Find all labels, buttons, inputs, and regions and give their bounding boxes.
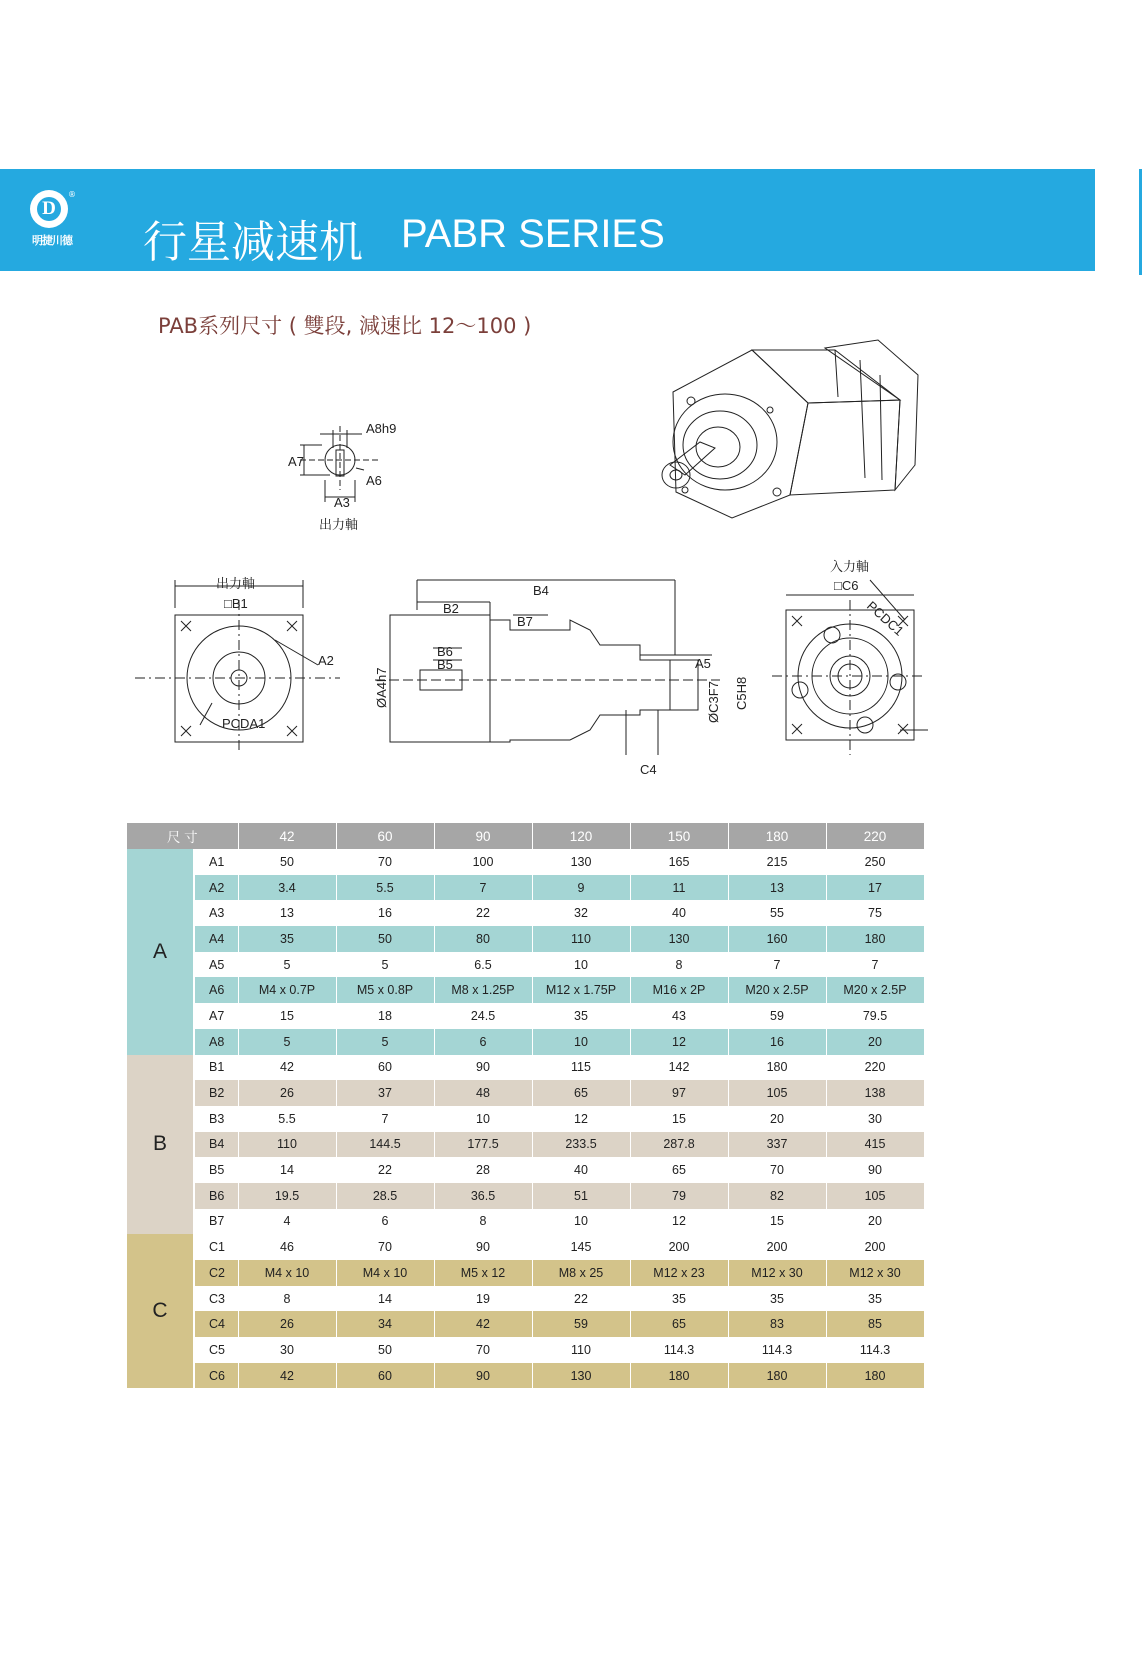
table-row: [127, 849, 924, 875]
size-col-90: 90: [434, 823, 532, 849]
group-label-a: A: [127, 849, 194, 1055]
dimension-value: 15: [238, 1003, 336, 1029]
dimension-value: 5.5: [336, 875, 434, 901]
dimension-value: 24.5: [434, 1003, 532, 1029]
dimension-code: A1: [194, 849, 238, 875]
dimension-value: 90: [434, 1234, 532, 1260]
dimension-value: 130: [630, 926, 728, 952]
dimension-code: A7: [194, 1003, 238, 1029]
dimension-value: 100: [434, 849, 532, 875]
dimension-value: 22: [434, 900, 532, 926]
dimension-value: 10: [434, 1106, 532, 1132]
dimension-value: 10: [532, 1029, 630, 1055]
dimension-value: M20 x 2.5P: [826, 977, 924, 1003]
dimension-value: 20: [826, 1209, 924, 1235]
dimension-code: A4: [194, 926, 238, 952]
dimension-value: 180: [728, 1363, 826, 1389]
dimension-value: 200: [826, 1234, 924, 1260]
dimension-value: 97: [630, 1080, 728, 1106]
dimension-value: 15: [728, 1209, 826, 1235]
dimension-value: M16 x 2P: [630, 977, 728, 1003]
dimension-value: 70: [336, 849, 434, 875]
size-col-60: 60: [336, 823, 434, 849]
dimension-value: 8: [434, 1209, 532, 1235]
dimension-value: M4 x 10: [336, 1260, 434, 1286]
dimension-code: B2: [194, 1080, 238, 1106]
dimension-value: 60: [336, 1055, 434, 1081]
dimension-value: 7: [434, 875, 532, 901]
dimension-code: C1: [194, 1234, 238, 1260]
dimension-value: 90: [434, 1363, 532, 1389]
section-title: PAB系列尺寸 ( 雙段, 減速比 12～100 ): [158, 314, 532, 338]
label-b7: B7: [517, 614, 533, 629]
dimension-value: 165: [630, 849, 728, 875]
table-body: [127, 849, 924, 1388]
label-c3f7: ØC3F7: [706, 681, 721, 723]
dimension-code: B7: [194, 1209, 238, 1235]
dimension-value: 11: [630, 875, 728, 901]
table-row: [127, 1209, 924, 1235]
dimension-value: 42: [238, 1363, 336, 1389]
dimension-value: 138: [826, 1080, 924, 1106]
dimension-value: 105: [826, 1183, 924, 1209]
size-col-180: 180: [728, 823, 826, 849]
dimension-value: 70: [336, 1234, 434, 1260]
table-row: [127, 1363, 924, 1389]
dimension-value: 233.5: [532, 1132, 630, 1158]
dimension-value: 180: [826, 1363, 924, 1389]
dimension-value: 180: [826, 926, 924, 952]
table-row: [127, 1260, 924, 1286]
dimension-value: 55: [728, 900, 826, 926]
dimension-value: 42: [434, 1311, 532, 1337]
dimension-value: 337: [728, 1132, 826, 1158]
dimension-value: 10: [532, 1209, 630, 1235]
dimension-table: [127, 823, 925, 1388]
label-a8h9: A8h9: [366, 421, 397, 436]
dimension-value: 65: [532, 1080, 630, 1106]
dimension-value: 13: [728, 875, 826, 901]
dimension-value: 40: [630, 900, 728, 926]
dimension-value: 110: [238, 1132, 336, 1158]
dimension-value: 16: [728, 1029, 826, 1055]
dimension-value: 35: [630, 1286, 728, 1312]
table-row: [127, 926, 924, 952]
dimension-value: 43: [630, 1003, 728, 1029]
gearbox-3d-sketch: [662, 340, 918, 518]
dimension-code: B1: [194, 1055, 238, 1081]
dimension-value: 26: [238, 1311, 336, 1337]
dimension-value: M5 x 12: [434, 1260, 532, 1286]
size-col-42: 42: [238, 823, 336, 849]
dimension-value: 85: [826, 1311, 924, 1337]
table-row: [127, 1157, 924, 1183]
dimension-code: A5: [194, 952, 238, 978]
table-row: [127, 1003, 924, 1029]
dimension-value: 180: [728, 1055, 826, 1081]
dimension-value: 34: [336, 1311, 434, 1337]
dimension-value: 19.5: [238, 1183, 336, 1209]
dimension-value: 82: [728, 1183, 826, 1209]
label-c5h8: C5H8: [734, 676, 749, 710]
dimension-code: A3: [194, 900, 238, 926]
dimension-code: B3: [194, 1106, 238, 1132]
dimension-value: 50: [336, 926, 434, 952]
label-b4: B4: [533, 583, 549, 598]
dimension-value: 110: [532, 926, 630, 952]
banner-edge-mark: [1139, 169, 1142, 275]
dimension-code: B6: [194, 1183, 238, 1209]
dimension-value: 75: [826, 900, 924, 926]
label-pcdc1: PCDC1: [863, 598, 907, 639]
dimension-value: 65: [630, 1311, 728, 1337]
dimension-code: B4: [194, 1132, 238, 1158]
dimension-value: 177.5: [434, 1132, 532, 1158]
table-row: [127, 977, 924, 1003]
group-label-b: B: [127, 1055, 194, 1235]
dimension-code: A2: [194, 875, 238, 901]
dimension-value: 14: [336, 1286, 434, 1312]
dimension-value: M8 x 1.25P: [434, 977, 532, 1003]
dimension-value: 144.5: [336, 1132, 434, 1158]
label-a2: A2: [318, 653, 334, 668]
dimension-value: M4 x 10: [238, 1260, 336, 1286]
dimension-value: 12: [532, 1106, 630, 1132]
dimension-value: 90: [434, 1055, 532, 1081]
dimension-value: 13: [238, 900, 336, 926]
dimension-value: M4 x 0.7P: [238, 977, 336, 1003]
dimension-value: 114.3: [630, 1337, 728, 1363]
label-input-shaft: 入力軸: [830, 559, 870, 574]
company-logo: [26, 190, 78, 250]
dimension-value: 415: [826, 1132, 924, 1158]
table-row: [127, 900, 924, 926]
dimension-value: 250: [826, 849, 924, 875]
dimension-value: 35: [728, 1286, 826, 1312]
dimension-code: C4: [194, 1311, 238, 1337]
label-b6: B6: [437, 644, 453, 659]
dimension-value: M12 x 30: [826, 1260, 924, 1286]
label-output-shaft: 出力軸: [216, 576, 256, 591]
table-row: [127, 1183, 924, 1209]
dimension-code: C5: [194, 1337, 238, 1363]
dimension-value: 180: [630, 1363, 728, 1389]
dimension-value: 160: [728, 926, 826, 952]
dimension-value: 40: [532, 1157, 630, 1183]
dimension-value: 6: [434, 1029, 532, 1055]
dimension-value: 7: [728, 952, 826, 978]
dimension-code: B5: [194, 1157, 238, 1183]
dimension-value: M12 x 1.75P: [532, 977, 630, 1003]
dimension-value: M12 x 23: [630, 1260, 728, 1286]
dimension-value: 79: [630, 1183, 728, 1209]
size-col-220: 220: [826, 823, 924, 849]
dimension-value: 50: [336, 1337, 434, 1363]
dimension-value: 7: [826, 952, 924, 978]
table-row: [127, 1234, 924, 1260]
dimension-value: 105: [728, 1080, 826, 1106]
dimension-value: 59: [728, 1003, 826, 1029]
dimension-value: M5 x 0.8P: [336, 977, 434, 1003]
dimension-value: 130: [532, 849, 630, 875]
dimension-value: 9: [532, 875, 630, 901]
dimension-value: 80: [434, 926, 532, 952]
dimension-value: 215: [728, 849, 826, 875]
dimension-value: 28.5: [336, 1183, 434, 1209]
logo-icon: D: [30, 190, 68, 228]
dimension-value: 19: [434, 1286, 532, 1312]
registered-mark: ®: [68, 190, 76, 199]
side-section-view: [375, 580, 720, 755]
dimension-value: 4: [238, 1209, 336, 1235]
dimension-value: 51: [532, 1183, 630, 1209]
dimension-value: 5: [238, 952, 336, 978]
dimension-value: 20: [826, 1029, 924, 1055]
dimension-drawings-svg: [0, 330, 1143, 780]
technical-drawings: [0, 330, 1143, 780]
dimension-code: A8: [194, 1029, 238, 1055]
label-a5: A5: [695, 656, 711, 671]
page-title-series: PABR SERIES: [401, 212, 665, 256]
dimension-value: 17: [826, 875, 924, 901]
dimension-value: 83: [728, 1311, 826, 1337]
dimension-value: 287.8: [630, 1132, 728, 1158]
group-label-c: C: [127, 1234, 194, 1388]
dimension-value: 142: [630, 1055, 728, 1081]
dimension-code: C6: [194, 1363, 238, 1389]
dimension-value: 42: [238, 1055, 336, 1081]
dimension-value: 145: [532, 1234, 630, 1260]
dimension-value: 114.3: [826, 1337, 924, 1363]
dimension-value: 20: [728, 1106, 826, 1132]
table-row: [127, 1029, 924, 1055]
dimension-value: 37: [336, 1080, 434, 1106]
table-row: [127, 1286, 924, 1312]
dimension-value: 28: [434, 1157, 532, 1183]
dimension-value: 5: [336, 952, 434, 978]
dimension-value: M12 x 30: [728, 1260, 826, 1286]
dimension-value: 3.4: [238, 875, 336, 901]
label-pcda1: PCDA1: [222, 716, 266, 731]
dimension-value: 110: [532, 1337, 630, 1363]
dimension-value: 6.5: [434, 952, 532, 978]
dimension-value: 12: [630, 1209, 728, 1235]
dimension-value: 79.5: [826, 1003, 924, 1029]
dimension-value: 18: [336, 1003, 434, 1029]
table-row: [127, 875, 924, 901]
table-row: [127, 1337, 924, 1363]
dimension-value: 32: [532, 900, 630, 926]
dimension-value: 10: [532, 952, 630, 978]
dimension-value: 16: [336, 900, 434, 926]
dimension-value: 59: [532, 1311, 630, 1337]
dimension-value: 65: [630, 1157, 728, 1183]
dimension-value: 5: [238, 1029, 336, 1055]
dimension-value: M8 x 25: [532, 1260, 630, 1286]
dimension-value: 30: [826, 1106, 924, 1132]
dimension-value: 35: [238, 926, 336, 952]
dimension-value: 114.3: [728, 1337, 826, 1363]
dimension-value: 15: [630, 1106, 728, 1132]
dimension-value: 70: [434, 1337, 532, 1363]
label-b2: B2: [443, 601, 459, 616]
dimension-value: 35: [532, 1003, 630, 1029]
table-row: [127, 952, 924, 978]
logo-text: 明捷川德: [32, 234, 72, 247]
dimension-value: 200: [630, 1234, 728, 1260]
label-a4h7: ØA4h7: [374, 667, 389, 708]
dimension-code: A6: [194, 977, 238, 1003]
dimension-value: 5.5: [238, 1106, 336, 1132]
dimension-value: 220: [826, 1055, 924, 1081]
dimension-value: 36.5: [434, 1183, 532, 1209]
dimension-value: 50: [238, 849, 336, 875]
table-row: [127, 1055, 924, 1081]
dimension-value: 46: [238, 1234, 336, 1260]
dimension-value: 8: [630, 952, 728, 978]
dimension-value: 22: [532, 1286, 630, 1312]
dimension-value: 6: [336, 1209, 434, 1235]
table-header-row: [127, 823, 924, 849]
dimension-value: 5: [336, 1029, 434, 1055]
label-b5: B5: [437, 657, 453, 672]
label-a7: A7: [288, 454, 304, 469]
dimension-code: C3: [194, 1286, 238, 1312]
dimension-value: 90: [826, 1157, 924, 1183]
dimension-code: C2: [194, 1260, 238, 1286]
label-shaft-output: 出力軸: [319, 517, 359, 532]
size-col-120: 120: [532, 823, 630, 849]
page-title-chinese: 行星减速机: [143, 217, 363, 268]
dimension-value: 35: [826, 1286, 924, 1312]
dimension-value: 70: [728, 1157, 826, 1183]
label-b1: □B1: [224, 596, 248, 611]
dimension-value: 14: [238, 1157, 336, 1183]
label-c4: C4: [640, 762, 657, 777]
dimension-value: 115: [532, 1055, 630, 1081]
table-row: [127, 1106, 924, 1132]
table-row: [127, 1311, 924, 1337]
table-row: [127, 1132, 924, 1158]
dimension-value: 8: [238, 1286, 336, 1312]
dimension-value: 60: [336, 1363, 434, 1389]
shaft-detail-drawing: [300, 426, 380, 502]
dimension-value: 26: [238, 1080, 336, 1106]
dimension-value: 48: [434, 1080, 532, 1106]
table-row: [127, 1080, 924, 1106]
input-end-view: [772, 580, 928, 755]
dimension-value: 130: [532, 1363, 630, 1389]
dimension-value: 7: [336, 1106, 434, 1132]
dimension-value: 30: [238, 1337, 336, 1363]
dimension-value: 22: [336, 1157, 434, 1183]
size-col-150: 150: [630, 823, 728, 849]
dimension-value: 12: [630, 1029, 728, 1055]
label-a3: A3: [334, 495, 350, 510]
label-a6: A6: [366, 473, 382, 488]
dimension-value: M20 x 2.5P: [728, 977, 826, 1003]
size-header-label: 尺 寸: [127, 823, 238, 849]
dimension-value: 200: [728, 1234, 826, 1260]
label-c6: □C6: [834, 578, 859, 593]
